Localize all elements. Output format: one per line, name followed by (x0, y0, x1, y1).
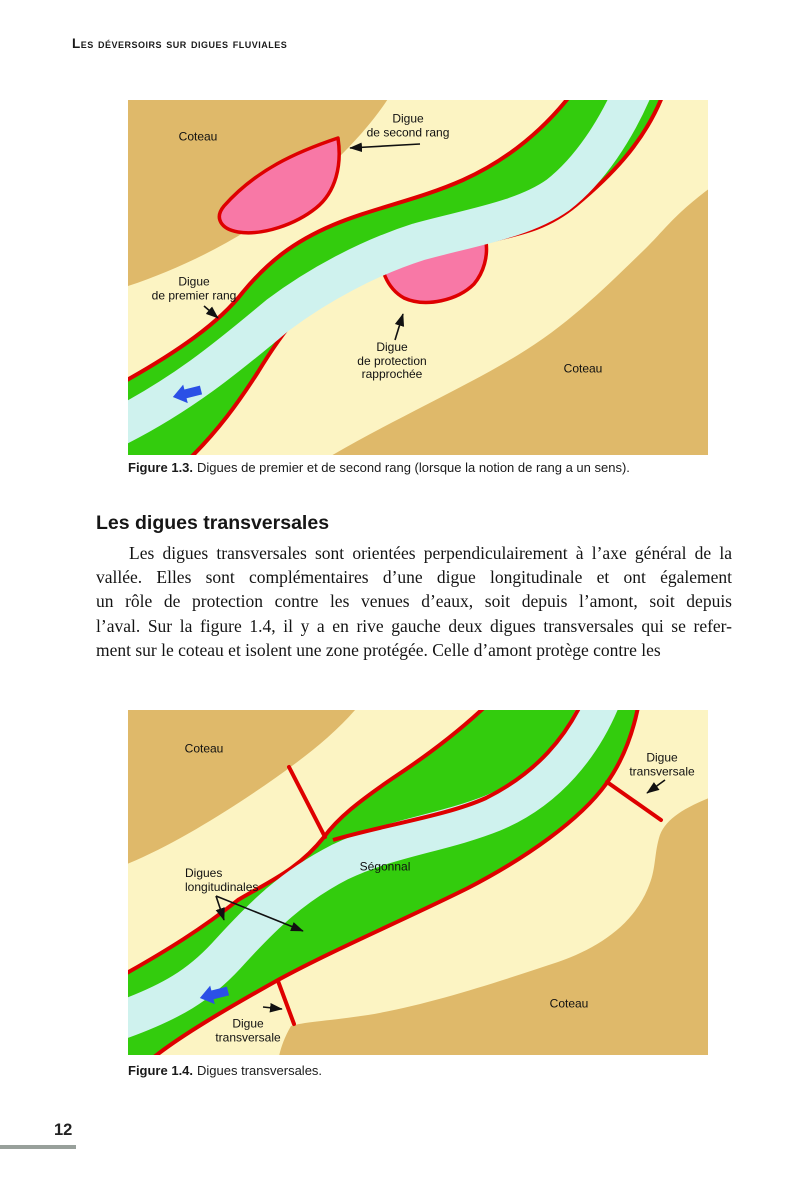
figure-1-3 (128, 100, 708, 455)
figure-1-3-caption-text: Digues de premier et de second rang (lorsque la notion de rang a un sens). (197, 460, 630, 475)
page-number: 12 (54, 1121, 73, 1139)
body-line: un rôle de protection contre les venues d’eaux, soit depuis l’amont, soit depuis (96, 591, 732, 612)
body-paragraph (96, 541, 732, 662)
second-rang-label: Digue de second rang (366, 111, 450, 139)
section-heading: Les digues transversales (96, 512, 330, 534)
premier-rang-label: Digue de premier rang (151, 274, 237, 302)
figure-1-4-caption-text: Digues transversales. (197, 1063, 323, 1078)
footer-rule (0, 1145, 76, 1149)
body-line: ment sur le coteau et isolent une zone protégée. Celle d’amont protège contre les (96, 639, 661, 660)
coteau-label-right: Coteau (563, 361, 603, 376)
figure-1-4 (128, 710, 708, 1055)
segonnal-label: Ségonnal (359, 859, 411, 874)
body-line: l’aval. Sur la figure 1.4, il y a en rive gauche deux digues transversales qui se refer- (96, 615, 732, 636)
figure-1-3-caption (128, 460, 728, 475)
body-line: Les digues transversales sont orientées perpendiculairement à l’axe général de la (129, 543, 732, 563)
figure-1-3-caption-number: Figure 1.3. (128, 460, 194, 475)
coteau-label-left: Coteau (184, 741, 224, 756)
coteau-label-left: Coteau (178, 129, 218, 144)
coteau-label-right: Coteau (549, 996, 589, 1011)
figure-1-4-caption (128, 1063, 728, 1078)
protection-rapprochee-label: Digue de protection rapprochée (357, 339, 427, 381)
longitudinales-label: Digues longitudinales (185, 866, 259, 894)
body-line: vallée. Elles sont complémentaires d’une digue longitudinale et ont également (96, 567, 732, 588)
transversale-bottom-label: Digue transversale (215, 1016, 281, 1044)
transversale-top-label: Digue transversale (629, 750, 695, 778)
running-header: Les déversoirs sur digues fluviales (72, 36, 288, 51)
figure-1-4-caption-number: Figure 1.4. (128, 1063, 194, 1078)
